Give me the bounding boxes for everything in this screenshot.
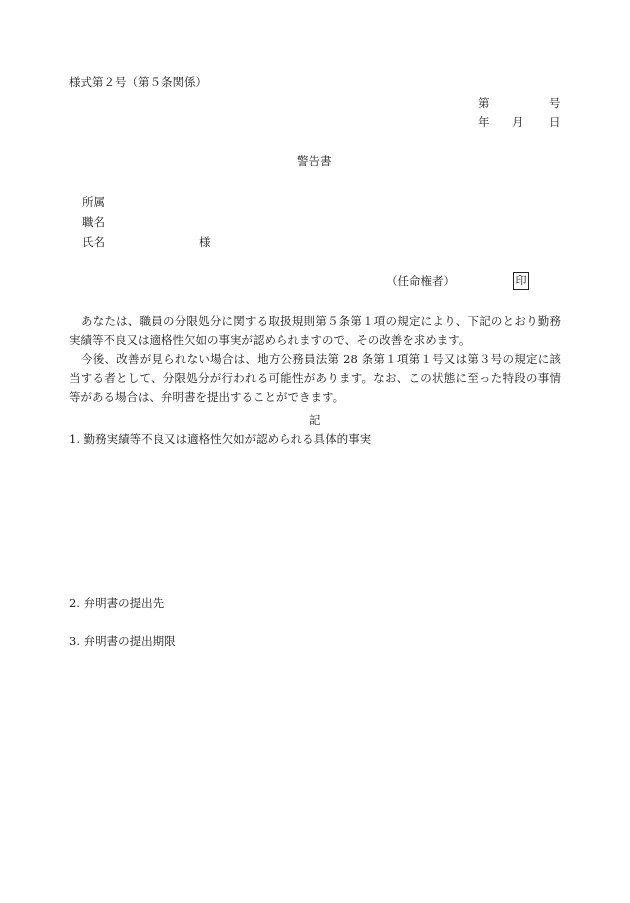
ki-heading: 記 [309,413,321,427]
list-item-submission-deadline: 3. 弁明書の提出期限 [69,634,176,648]
recipient-affiliation: 所属 [82,195,105,209]
doc-number-prefix: 第 [478,96,490,110]
seal-stamp: 印 [513,272,529,290]
form-label: 様式第２号（第５条関係） [69,75,207,89]
date-year: 年 [478,115,490,129]
doc-number-suffix: 号 [549,96,561,110]
list-item-submission-recipient: 2. 弁明書の提出先 [69,596,165,610]
document-title: 警告書 [297,154,332,168]
date-day: 日 [549,115,561,129]
list-item-facts: 1. 勤務実績等不良又は適格性欠如が認められる具体的事実 [69,432,372,446]
body-paragraph-1: あなたは、職員の分限処分に関する取扱規則第５条第１項の規定により、下記のとおり勤務実績等不良又は適格性欠如の事実が認められますので、その改善を求めます。 [69,314,561,347]
recipient-position: 職名 [82,215,105,229]
issuer-label: （任命権者） [386,274,455,288]
body-paragraph-2: 今後、改善が見られない場合は、地方公務員法第 28 条第１項第１号又は第３号の規定に該当する者として、分限処分が行われる可能性があります。なお、この状態に至った特段の事情等がある場合は、弁明書を提出することができます。 [69,352,561,404]
date-month: 月 [512,115,524,129]
recipient-name: 氏名 [82,235,105,249]
recipient-honorific: 様 [199,235,211,249]
